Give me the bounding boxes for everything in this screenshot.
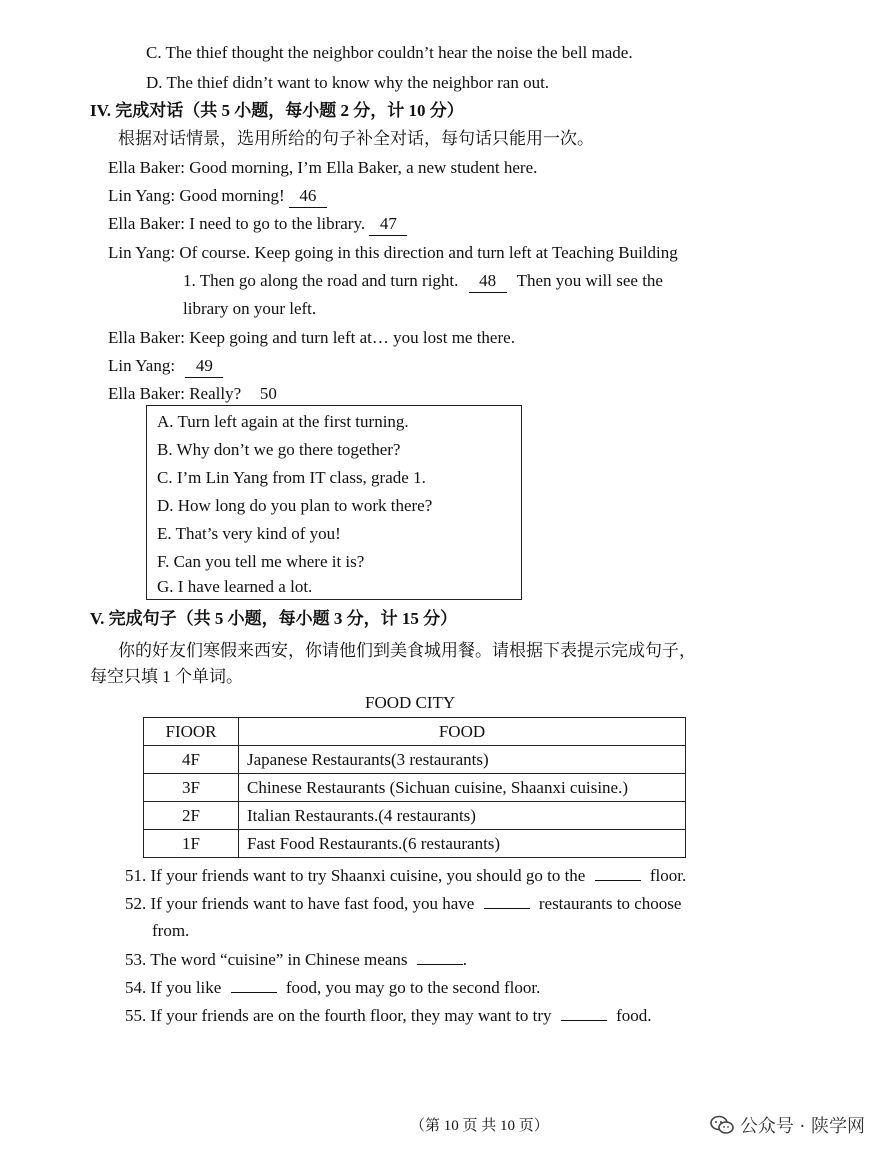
- question-53: [125, 948, 467, 971]
- food-cell: Fast Food Restaurants.(6 restaurants): [239, 830, 686, 858]
- dialogue-text: Then you will see the: [516, 271, 663, 290]
- dialogue-line-4b: [183, 270, 663, 293]
- floor-cell: 1F: [144, 830, 239, 858]
- option-d-prev: D. The thief didn’t want to know why the neighbor ran out.: [146, 73, 550, 92]
- table-row: [144, 774, 686, 802]
- question-51: [125, 864, 686, 887]
- options-box: [146, 405, 522, 600]
- dialogue-line-4c: library on your left.: [183, 299, 317, 318]
- question-text: 54. If you like: [125, 978, 222, 997]
- option-d: D. How long do you plan to work there?: [157, 496, 433, 515]
- floor-cell: 4F: [144, 746, 239, 774]
- table-title: FOOD CITY: [365, 693, 456, 712]
- table-row: [144, 830, 686, 858]
- floor-cell: 2F: [144, 802, 239, 830]
- dialogue-line-7: [108, 383, 287, 406]
- dialogue-line-4: Lin Yang: Of course. Keep going in this direction and turn left at Teaching Building: [108, 243, 678, 262]
- dialogue-line-1: Ella Baker: Good morning, I’m Ella Baker, a new student here.: [108, 158, 538, 177]
- option-b: B. Why don’t we go there together?: [157, 440, 401, 459]
- wechat-watermark: [710, 1112, 865, 1138]
- food-cell: Italian Restaurants.(4 restaurants): [239, 802, 686, 830]
- dialogue-line-3: [108, 213, 407, 236]
- food-cell: Japanese Restaurants(3 restaurants): [239, 746, 686, 774]
- header-floor: FIOOR: [144, 718, 239, 746]
- blank-49: 49: [185, 355, 223, 378]
- dialogue-line-6: [108, 355, 223, 378]
- question-text: food.: [616, 1006, 652, 1025]
- wechat-icon: [710, 1115, 734, 1135]
- question-text: .: [462, 950, 467, 969]
- question-text: 52. If your friends want to have fast food, you have: [125, 894, 475, 913]
- blank-47: 47: [369, 213, 407, 236]
- page-footer: （第 10 页 共 10 页）: [410, 1118, 549, 1134]
- option-c-prev: C. The thief thought the neighbor couldn’t hear the noise the bell made.: [146, 43, 633, 62]
- blank-48: 48: [469, 270, 507, 293]
- dialogue-text: Lin Yang:: [108, 356, 176, 375]
- floor-cell: 3F: [144, 774, 239, 802]
- option-e: E. That’s very kind of you!: [157, 524, 341, 543]
- question-text: restaurants to choose: [538, 894, 682, 913]
- question-text: floor.: [649, 866, 687, 885]
- dialogue-text: 1. Then go along the road and turn right.: [183, 271, 459, 290]
- dialogue-text: Lin Yang: Good morning!: [108, 186, 285, 205]
- table-header-row: [144, 718, 686, 746]
- answer-blank: [561, 1004, 607, 1021]
- section-5-instruction-1: 你的好友们寒假来西安，你请他们到美食城用餐。请根据下表提示完成句子，: [118, 641, 696, 660]
- dialogue-line-5: Ella Baker: Keep going and turn left at… you lost me there.: [108, 328, 515, 347]
- answer-blank: [595, 864, 641, 881]
- blank-46: 46: [289, 185, 327, 208]
- question-text: 51. If your friends want to try Shaanxi cuisine, you should go to the: [125, 866, 586, 885]
- answer-blank: [417, 948, 463, 965]
- question-52-cont: from.: [152, 921, 190, 940]
- question-text: 55. If your friends are on the fourth floor, they may want to try: [125, 1006, 552, 1025]
- dialogue-text: Ella Baker: Really?: [108, 384, 242, 403]
- food-cell: Chinese Restaurants (Sichuan cuisine, Shaanxi cuisine.): [239, 774, 686, 802]
- option-g: G. I have learned a lot.: [157, 577, 313, 596]
- option-a: A. Turn left again at the first turning.: [157, 412, 409, 431]
- dialogue-text: Ella Baker: I need to go to the library.: [108, 214, 366, 233]
- option-f: F. Can you tell me where it is?: [157, 552, 365, 571]
- question-text: food, you may go to the second floor.: [285, 978, 541, 997]
- question-54: [125, 976, 540, 999]
- question-55: [125, 1004, 651, 1027]
- question-text: 53. The word “cuisine” in Chinese means: [125, 950, 408, 969]
- section-4-instruction: 根据对话情景，选用所给的句子补全对话，每句话只能用一次。: [118, 129, 594, 148]
- table-row: [144, 746, 686, 774]
- section-5-title: V. 完成句子（共 5 小题，每小题 3 分，计 15 分）: [90, 609, 458, 628]
- section-5-instruction-2: 每空只填 1 个单词。: [90, 667, 243, 686]
- header-food: FOOD: [239, 718, 686, 746]
- watermark-text: 公众号 · 陕学网: [739, 1116, 865, 1137]
- food-city-table: [143, 717, 686, 858]
- section-4-title: IV. 完成对话（共 5 小题，每小题 2 分，计 10 分）: [90, 101, 464, 120]
- blank-50: 50: [249, 383, 287, 406]
- answer-blank: [484, 892, 530, 909]
- option-c: C. I’m Lin Yang from IT class, grade 1.: [157, 468, 426, 487]
- dialogue-line-2: [108, 185, 327, 208]
- answer-blank: [231, 976, 277, 993]
- question-52: [125, 892, 681, 915]
- table-row: [144, 802, 686, 830]
